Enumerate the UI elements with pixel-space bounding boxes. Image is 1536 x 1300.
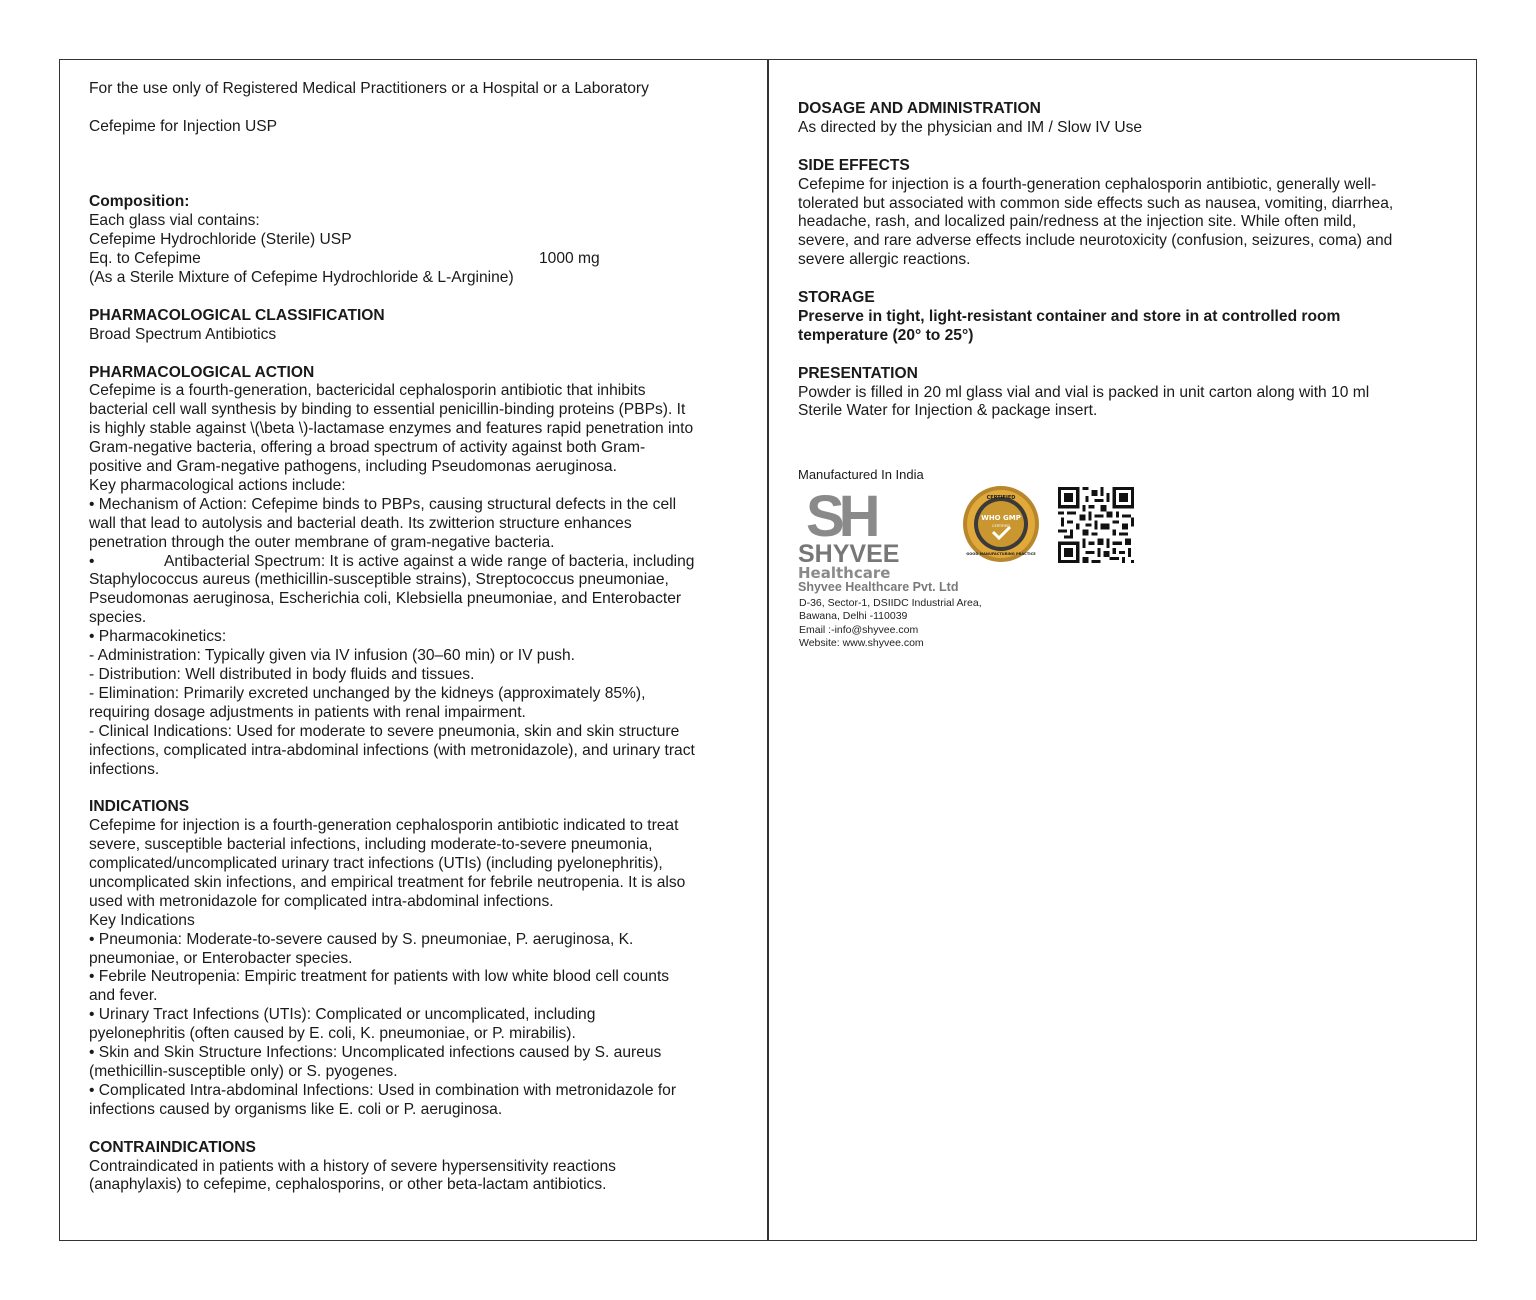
indication-line: • Febrile Neutropenia: Empiric treatment for patients with low white blood cell counts	[89, 968, 670, 986]
logo-sub: Healthcare	[798, 564, 891, 582]
right-column	[798, 100, 1448, 421]
side-effect-line: headache, rash, and localized pain/redness at the injection site. While often mild,	[798, 213, 1357, 231]
action-line: bacterial cell wall synthesis by binding to essential penicillin-binding proteins (PBPs). It	[89, 401, 686, 419]
side-effect-line: severe allergic reactions.	[798, 251, 971, 269]
indication-line: (methicillin-susceptible only) or S. pyogenes.	[89, 1063, 398, 1081]
storage-body	[798, 308, 1448, 346]
indication-line: pyelonephritis (often caused by E. coli, K. pneumoniae, or P. mirabilis).	[89, 1025, 576, 1043]
who-gmp-seal-icon	[962, 485, 1040, 563]
indication-line: infections caused by organisms like E. coli or P. aeruginosa.	[89, 1100, 503, 1118]
action-line: - Elimination: Primarily excreted unchanged by the kidneys (approximately 85%),	[89, 684, 646, 702]
storage-line: Preserve in tight, light-resistant container and store in at controlled room	[798, 307, 1341, 325]
indications-body	[89, 817, 741, 1120]
indications-heading: INDICATIONS	[89, 798, 190, 816]
indication-line: severe, susceptible bacterial infections, including moderate-to-severe pneumonia,	[89, 836, 653, 854]
indication-line: • Skin and Skin Structure Infections: Uncomplicated infections caused by S. aureus	[89, 1044, 662, 1062]
action-line: infections.	[89, 760, 160, 778]
action-line: • Mechanism of Action: Cefepime binds to PBPs, causing structural defects in the cell	[89, 495, 677, 513]
indication-line: and fever.	[89, 987, 158, 1005]
company-address	[799, 597, 982, 650]
qr-code-icon[interactable]	[1058, 487, 1134, 563]
presentation-body	[798, 384, 1448, 422]
spectrum-line	[89, 553, 741, 572]
composition-line: Cefepime Hydrochloride (Sterile) USP	[89, 231, 352, 249]
composition-note: (As a Sterile Mixture of Cefepime Hydrochloride & L-Arginine)	[89, 269, 514, 286]
classification-heading: PHARMACOLOGICAL CLASSIFICATION	[89, 306, 385, 324]
side-effect-line: severe, and rare adverse effects include neurotoxicity (confusion, seizures, coma) and	[798, 232, 1393, 250]
action-line: • Pharmacokinetics:	[89, 628, 227, 646]
side-effect-line: tolerated but associated with common side effects such as nausea, vomiting, diarrhea,	[798, 194, 1394, 212]
action-line: positive and Gram-negative pathogens, including Pseudomonas aeruginosa.	[89, 458, 617, 476]
action-body-continued	[89, 571, 741, 779]
address-line: Bawana, Delhi -110039	[799, 610, 908, 623]
presentation-heading: PRESENTATION	[798, 364, 918, 382]
indication-line: • Complicated Intra-abdominal Infections: Used in combination with metronidazole for	[89, 1081, 677, 1099]
contraindication-line: Contraindicated in patients with a history of severe hypersensitivity reactions	[89, 1157, 616, 1175]
composition-eq-label: Eq. to Cefepime	[89, 250, 201, 268]
action-line: is highly stable against \(\beta \)-lactamase enzymes and features rapid penetration into	[89, 420, 694, 438]
classification-text: Broad Spectrum Antibiotics	[89, 325, 277, 343]
intro-text: For the use only of Registered Medical Practitioners or a Hospital or a Laboratory	[89, 80, 649, 97]
indication-line: • Pneumonia: Moderate-to-severe caused by S. pneumoniae, P. aeruginosa, K.	[89, 930, 634, 948]
indication-line: used with metronidazole for complicated intra-abdominal infections.	[89, 892, 554, 910]
action-line: wall that lead to autolysis and bacterial death. Its zwitterion structure enhances	[89, 514, 632, 532]
seal-top-text: CERTIFIED	[986, 495, 1016, 501]
action-line: - Clinical Indications: Used for moderate to severe pneumonia, skin and skin structure	[89, 722, 680, 740]
seal-small-text: CERTIFIED	[992, 524, 1010, 528]
action-line: Staphylococcus aureus (methicillin-susceptible strains), Streptococcus pneumoniae,	[89, 571, 669, 589]
action-line: - Administration: Typically given via IV infusion (30–60 min) or IV push.	[89, 647, 575, 665]
action-line: - Distribution: Well distributed in body fluids and tissues.	[89, 666, 475, 683]
seal-bottom-text: GOOD MANUFACTURING PRACTICE	[966, 552, 1036, 556]
side-effect-line: Cefepime for injection is a fourth-generation cephalosporin antibiotic, generally well-	[798, 175, 1377, 193]
contraindication-line: (anaphylaxis) to cefepime, cephalosporins, or other beta-lactam antibiotics.	[89, 1176, 607, 1194]
storage-heading: STORAGE	[798, 289, 875, 307]
dosage-text: As directed by the physician and IM / Slow IV Use	[798, 118, 1143, 136]
indication-line: Key Indications	[89, 911, 195, 929]
action-line: Pseudomonas aeruginosa, Escherichia coli, Klebsiella pneumoniae, and Enterobacter	[89, 590, 682, 608]
composition-heading: Composition:	[89, 193, 190, 211]
action-line: Cefepime is a fourth-generation, bactericidal cephalosporin antibiotic that inhibits	[89, 382, 646, 400]
company-name: Shyvee Healthcare Pvt. Ltd	[798, 580, 959, 594]
shyvee-logo	[798, 486, 910, 582]
indication-line: complicated/uncomplicated urinary tract infections (UTIs) (including pyelonephritis),	[89, 855, 663, 873]
side-effects-heading: SIDE EFFECTS	[798, 156, 910, 174]
indication-line: pneumoniae, or Enterobacter species.	[89, 949, 353, 967]
indication-line: • Urinary Tract Infections (UTIs): Complicated or uncomplicated, including	[89, 1006, 596, 1024]
contraindications-heading: CONTRAINDICATIONS	[89, 1138, 256, 1156]
action-line: infections, complicated intra-abdominal infections (with metronidazole), and urinary tract	[89, 741, 695, 759]
action-body	[89, 382, 741, 552]
logo-mark: SH	[806, 486, 875, 549]
column-divider	[767, 59, 769, 1241]
product-name: Cefepime for Injection USP	[89, 117, 278, 135]
logo-name: SHYVEE	[798, 540, 900, 568]
action-line: Key pharmacological actions include:	[89, 476, 346, 494]
action-heading: PHARMACOLOGICAL ACTION	[89, 363, 315, 381]
spectrum-text: Antibacterial Spectrum: It is active against a wide range of bacteria, including	[164, 552, 695, 570]
action-line: penetration through the outer membrane of gram-negative bacteria.	[89, 533, 555, 551]
storage-line: temperature (20° to 25°)	[798, 326, 974, 344]
action-line: species.	[89, 609, 147, 627]
address-email: Email :-info@shyvee.com	[799, 623, 919, 636]
side-effects-body	[798, 176, 1448, 271]
action-line: requiring dosage adjustments in patients with renal impairment.	[89, 703, 526, 721]
manufactured-in-label: Manufactured In India	[798, 467, 924, 482]
address-website: Website: www.shyvee.com	[799, 636, 924, 649]
composition-eq-row	[89, 250, 741, 269]
left-column	[89, 80, 741, 1195]
spectrum-bullet: •	[89, 552, 95, 570]
presentation-line: Sterile Water for Injection & package insert.	[798, 402, 1098, 420]
contraindications-body	[89, 1158, 741, 1196]
seal-mid-text: WHO GMP	[981, 514, 1021, 522]
action-line: Gram-negative bacteria, offering a broad spectrum of activity against both Gram-	[89, 439, 646, 457]
presentation-line: Powder is filled in 20 ml glass vial and vial is packed in unit carton along with 10 ml	[798, 383, 1370, 401]
indication-line: uncomplicated skin infections, and empirical treatment for febrile neutropenia. It is also	[89, 873, 686, 891]
composition-line: Each glass vial contains:	[89, 212, 260, 230]
address-line: D-36, Sector-1, DSIIDC Industrial Area,	[799, 597, 982, 609]
indication-line: Cefepime for injection is a fourth-generation cephalosporin antibiotic indicated to treat	[89, 817, 679, 835]
dosage-heading: DOSAGE AND ADMINISTRATION	[798, 100, 1041, 117]
composition-eq-qty: 1000 mg	[539, 250, 600, 268]
